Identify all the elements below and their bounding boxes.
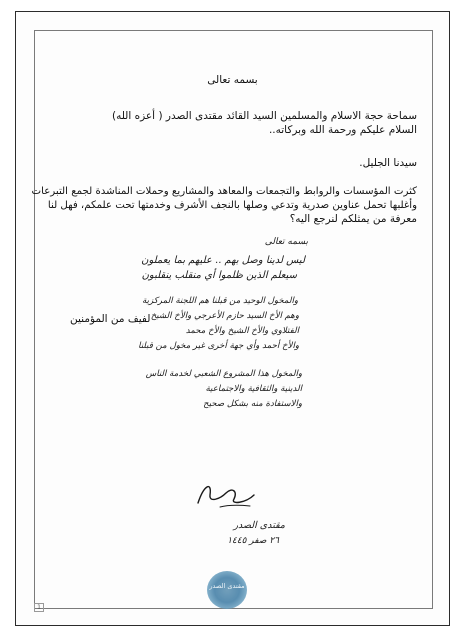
reply-line-6: والأخ أحمد وأي جهة أخرى غير مخول من قبلنا [138, 341, 299, 351]
reply-line-2: سيعلم الذين ظلموا أي منقلب ينقلبون [141, 270, 297, 281]
signature-date: ٢٦ صفر ١٤٤٥ [227, 536, 279, 546]
official-stamp [207, 571, 247, 609]
reply-line-5: الفتلاوي والأخ الشيخ والأخ محمد [185, 326, 299, 336]
reply-line-9: والاستفادة منه بشكل صحيح [203, 399, 302, 409]
sender-signoff: لفيف من المؤمنين [70, 313, 151, 325]
body-line-2: وأغلبها تحمل عناوين صدرية وتدعي وصلها بالنجف الأشرف وخدمتها تحت علمكم، فهل لنا [47, 200, 417, 211]
reply-header: بسمه تعالى [264, 237, 308, 247]
addressee-line: سماحة حجة الاسلام والمسلمين السيد القائد مقتدى الصدر ( أعزه الله) [111, 110, 417, 122]
page-number: 1 [34, 603, 44, 612]
reply-line-4: وهم الأخ السيد حازم الأعرجي والأخ الشيخ [150, 311, 299, 321]
stamp-text: مقتدى الصدر [209, 582, 245, 590]
basmala: بسمه تعالى [207, 74, 258, 86]
reply-line-3: والمخول الوحيد من قبلنا هم اللجنة المركزية [142, 296, 298, 306]
body-line-3: معرفة من يمثلكم لنرجع اليه؟ [289, 213, 417, 225]
signature-name: مقتدى الصدر [233, 520, 285, 531]
greeting-line: السلام عليكم ورحمة الله وبركاته.. [268, 124, 417, 136]
body-line-1: كثرت المؤسسات والروابط والتجمعات والمعاهد والمشاريع وحملات المناشدة لجمع التبرعات [31, 186, 417, 197]
reply-line-1: ليس لدينا وصل بهم .. عليهم بما يعملون [141, 255, 305, 266]
salutation: سيدنا الجليل. [359, 157, 417, 169]
reply-line-8: الدينية والثقافية والاجتماعية [205, 384, 302, 394]
reply-line-7: والمخول هذا المشروع الشعبي لخدمة الناس [145, 369, 302, 379]
handwritten-signature [190, 475, 260, 515]
